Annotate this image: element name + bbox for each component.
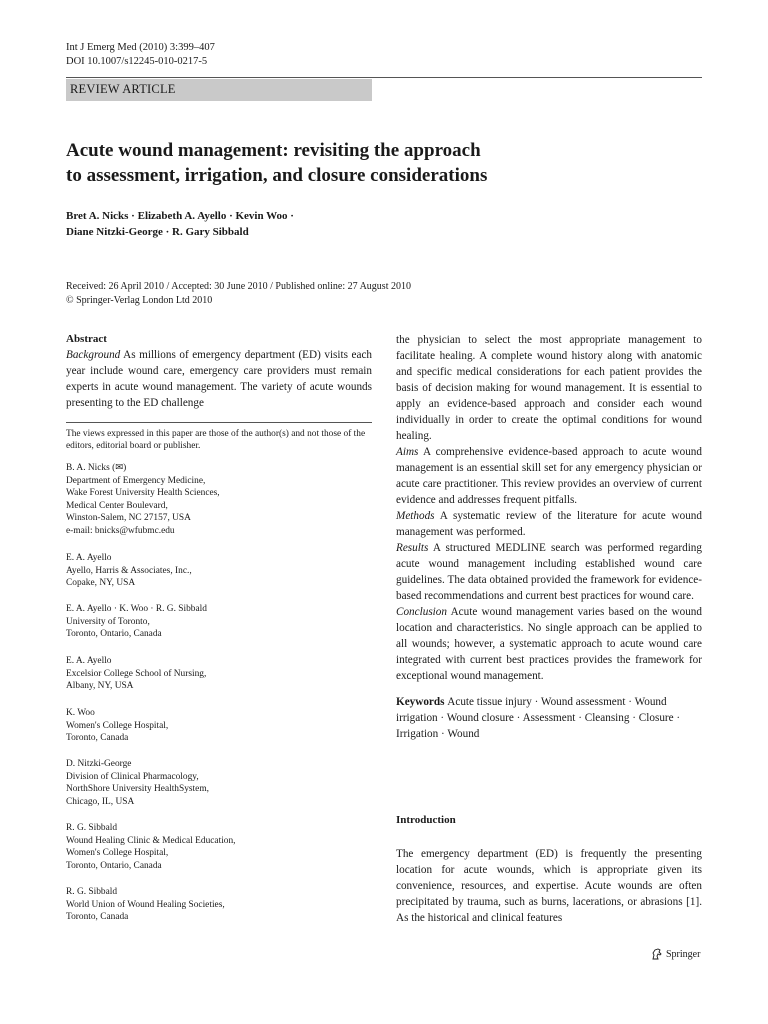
methods-text: A systematic review of the literature for acute wound management was performed.: [396, 510, 702, 538]
footnote-rule: [66, 422, 372, 423]
affiliation-line: Toronto, Ontario, Canada: [66, 629, 162, 640]
affiliation-line: Division of Clinical Pharmacology,: [66, 771, 199, 782]
keywords: [396, 694, 702, 742]
affiliation-line: University of Toronto,: [66, 616, 150, 627]
affiliation-line: E. A. Ayello: [66, 656, 112, 666]
affiliation-block: [66, 462, 372, 538]
background-label: Background: [66, 349, 121, 361]
affiliation-line: E. A. Ayello · K. Woo · R. G. Sibbald: [66, 604, 207, 614]
introduction-heading: Introduction: [396, 814, 456, 826]
affiliation-block: [66, 707, 372, 745]
disclaimer-footnote: The views expressed in this paper are those of the author(s) and not those of the editors, editorial board or publisher.: [66, 429, 366, 452]
keywords-label: Keywords: [396, 696, 445, 708]
affiliation-line: R. G. Sibbald: [66, 823, 118, 833]
affiliation-line: Albany, NY, USA: [66, 681, 134, 692]
header-rule: [66, 77, 702, 78]
affiliation-line: Winston-Salem, NC 27157, USA: [66, 513, 191, 524]
affiliation-line: Toronto, Canada: [66, 733, 129, 744]
publisher-mark: [651, 948, 700, 960]
affiliation-block: [66, 758, 372, 808]
abstract-right-column: [396, 332, 702, 742]
affiliation-block: [66, 822, 372, 872]
affiliation-line: B. A. Nicks (✉): [66, 463, 127, 473]
abstract-aims: [396, 444, 702, 508]
abstract-continued: the physician to select the most appropriate management to facilitate healing. A complete wound history along with anatomic and specific medical considerations for each patient provides the basis of decision making for wound management. It is essential to apply an evidence-based approach and consider each wound individually in order to create the optimal conditions for wound healing.: [396, 334, 702, 442]
affiliation-line: Wake Forest University Health Sciences,: [66, 488, 220, 499]
affiliation-line: Excelsior College School of Nursing,: [66, 668, 207, 679]
abstract-background: [66, 347, 372, 411]
affiliation-line: Department of Emergency Medicine,: [66, 475, 206, 486]
journal-citation: Int J Emerg Med (2010) 3:399–407: [66, 42, 215, 53]
affiliation-line: D. Nitzki-George: [66, 759, 132, 769]
conclusion-text: Acute wound management varies based on the wound location and characteristics. No single approach can be applied to all wounds; however, a systematic approach to acute wound care integrated with current best practices provides the framework for exceptional wound management.: [396, 606, 702, 682]
affiliation-block: [66, 886, 372, 924]
affiliation-line: NorthShore University HealthSystem,: [66, 784, 209, 795]
methods-label: Methods: [396, 510, 435, 522]
affiliation-line: Wound Healing Clinic & Medical Education,: [66, 835, 236, 846]
affiliation-line: Chicago, IL, USA: [66, 796, 135, 807]
authors-line-2: Diane Nitzki-George · R. Gary Sibbald: [66, 226, 249, 238]
publication-dates: [66, 280, 411, 308]
abstract-conclusion: [396, 604, 702, 684]
affiliation-line: Women's College Hospital,: [66, 720, 169, 731]
introduction-text: The emergency department (ED) is frequently the presenting location for acute wounds, which is appropriate given its convenience, resources, and expertise. Acute wounds are often precipitated by trauma, such as burns, lacerations, or abrasions [1]. As the historical and clinical features: [396, 848, 702, 924]
conclusion-label: Conclusion: [396, 606, 447, 618]
abstract-left-column: [66, 332, 372, 411]
affiliation-line: R. G. Sibbald: [66, 887, 118, 897]
springer-horse-logo-icon: [651, 948, 663, 960]
dates-line: Received: 26 April 2010 / Accepted: 30 June 2010 / Published online: 27 August 2010: [66, 281, 411, 292]
publisher-name: Springer: [666, 948, 701, 960]
results-text: A structured MEDLINE search was performed regarding acute wound management including established wound care guidelines. The data obtained provided the framework for evidence-based recommendations and current best practices for wound care.: [396, 542, 702, 602]
affiliation-block: [66, 552, 372, 590]
affiliation-email[interactable]: e-mail: bnicks@wfubmc.edu: [66, 525, 175, 536]
affiliation-line: K. Woo: [66, 708, 95, 718]
article-title: [66, 138, 706, 188]
author-list: [66, 208, 706, 240]
affiliation-line: World Union of Wound Healing Societies,: [66, 899, 225, 910]
aims-label: Aims: [396, 446, 419, 458]
abstract-heading: Abstract: [66, 333, 107, 345]
introduction-body: [396, 846, 702, 926]
doi: DOI 10.1007/s12245-010-0217-5: [66, 56, 208, 67]
affiliation-block: [66, 655, 372, 693]
article-type-banner: [66, 79, 372, 101]
affiliation-line: Toronto, Canada: [66, 912, 129, 923]
authors-line-1: Bret A. Nicks · Elizabeth A. Ayello · Kevin Woo ·: [66, 210, 294, 222]
affiliation-line: Copake, NY, USA: [66, 578, 136, 589]
abstract-methods: [396, 508, 702, 540]
affiliation-line: Toronto, Ontario, Canada: [66, 860, 162, 871]
copyright-line: © Springer-Verlag London Ltd 2010: [66, 295, 213, 306]
title-line-2: to assessment, irrigation, and closure considerations: [66, 165, 488, 186]
affiliation-line: Ayello, Harris & Associates, Inc.,: [66, 565, 192, 576]
journal-header: [66, 41, 215, 69]
affiliation-line: E. A. Ayello: [66, 553, 112, 563]
aims-text: A comprehensive evidence-based approach to acute wound management is an essential skill set for any emergency physician or acute care practitioner. This review provides an overview of current evidence and addresses frequent pitfalls.: [396, 446, 702, 506]
background-text: As millions of emergency department (ED) visits each year include wound care, emergency care providers must remain experts in acute wound management. The variety of acute wounds presenting to the ED challenge: [66, 349, 372, 409]
affiliation-line: Medical Center Boulevard,: [66, 500, 168, 511]
affiliation-block: [66, 603, 372, 641]
affiliation-line: Women's College Hospital,: [66, 848, 169, 859]
abstract-results: [396, 540, 702, 604]
results-label: Results: [396, 542, 429, 554]
title-line-1: Acute wound management: revisiting the approach: [66, 140, 481, 161]
article-type-label: REVIEW ARTICLE: [70, 82, 176, 96]
keywords-text: Acute tissue injury · Wound assessment · Wound irrigation · Wound closure · Assessment · Cleansing · Closure · Irrigation · Wound: [396, 696, 681, 740]
